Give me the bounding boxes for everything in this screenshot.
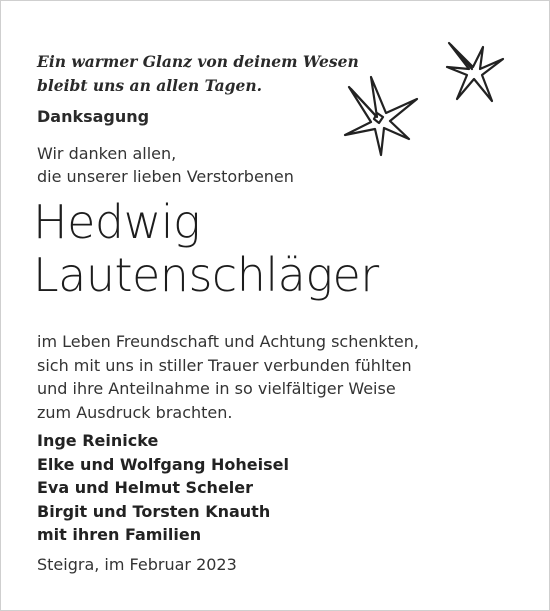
signer: Inge Reinicke: [37, 431, 159, 450]
place-date: Steigra, im Februar 2023: [37, 555, 237, 574]
signer: mit ihren Familien: [37, 525, 202, 545]
body-line-3: und ihre Anteilnahme in so vielfältiger Weise: [37, 379, 396, 398]
signers-list: [37, 429, 289, 547]
quote-line-2: bleibt uns an allen Tagen.: [37, 76, 263, 95]
memorial-quote: [37, 50, 359, 98]
thanks-body: [37, 330, 419, 424]
deceased-name: [33, 196, 379, 302]
signer: Elke und Wolfgang Hoheisel: [37, 454, 289, 474]
deceased-first-name: Hedwig: [33, 195, 201, 249]
quote-line-1: Ein warmer Glanz von deinem Wesen: [37, 52, 359, 71]
deceased-last-name: Lautenschläger: [33, 248, 379, 302]
heading-danksagung: Danksagung: [37, 107, 150, 126]
body-line-4: zum Ausdruck brachten.: [37, 402, 233, 422]
intro-text: [37, 142, 294, 188]
signer: Birgit und Torsten Knauth: [37, 501, 271, 521]
intro-line-1: Wir danken allen,: [37, 144, 177, 163]
body-line-2: sich mit uns in stiller Trauer verbunden fühlten: [37, 355, 412, 375]
star-sketch-icon: [443, 39, 509, 105]
signer: Eva und Helmut Scheler: [37, 478, 254, 498]
star-sketch-icon: [341, 73, 421, 157]
intro-line-2: die unserer lieben Verstorbenen: [37, 167, 294, 186]
body-line-1: im Leben Freundschaft und Achtung schenkten,: [37, 332, 419, 351]
